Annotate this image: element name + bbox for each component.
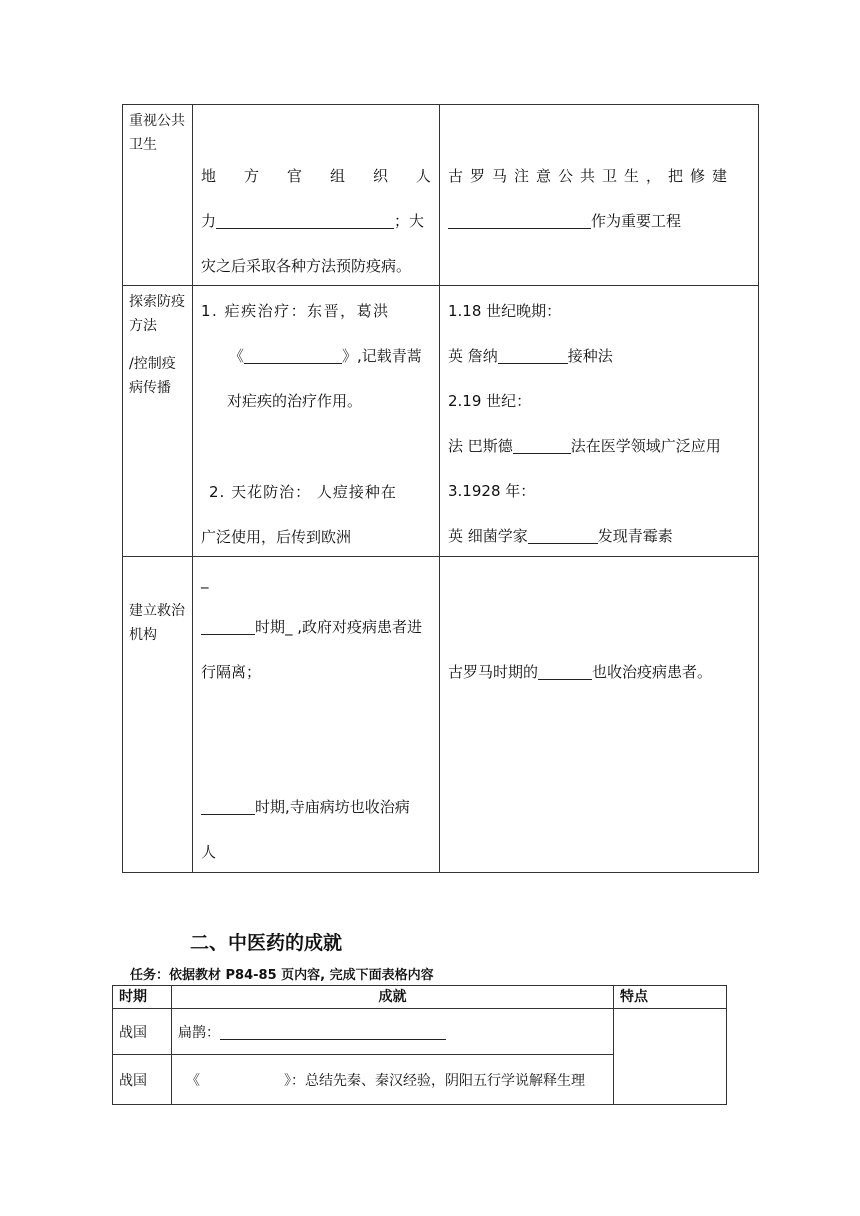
west-line: 英 詹纳 接种法 <box>448 347 613 365</box>
china-line: 《 》,记载青蒿 <box>229 347 422 365</box>
china-line: _ <box>201 571 209 589</box>
china-line: 时期,寺庙病坊也收治病 <box>201 796 431 817</box>
china-line: 行隔离； <box>201 663 262 681</box>
header-achievement: 成就 <box>172 986 614 1009</box>
west-line: 3.1928 年： <box>448 482 536 500</box>
header-period: 时期 <box>113 986 172 1009</box>
char: 方 <box>243 167 259 185</box>
table-row <box>113 1009 727 1055</box>
section-heading: 二、中医药的成就 <box>190 932 343 954</box>
china-line: 灾之后采取各种方法预防疫病。 <box>201 257 412 275</box>
china-line <box>201 165 431 186</box>
row-label-public-health: 重视公共卫生 <box>123 105 193 286</box>
west-line: 古罗马注意公共卫生，把修建 <box>448 167 735 185</box>
china-line: 力 ；大 <box>201 212 425 230</box>
period-cell: 战国 <box>113 1055 172 1105</box>
china-line: 人 <box>201 843 217 861</box>
west-line: 作为重要工程 <box>448 210 750 231</box>
china-prevention-cell <box>193 286 440 557</box>
char: 官 <box>286 167 302 185</box>
period-cell: 战国 <box>113 1009 172 1055</box>
west-line: 古罗马时期的 也收治疫病患者。 <box>448 663 713 681</box>
fill-blank[interactable] <box>513 437 571 454</box>
fill-blank[interactable] <box>220 1023 446 1040</box>
row-label-treatment: 建立救治机构 <box>123 557 193 873</box>
achievement-cell: 扁鹊： <box>172 1009 614 1055</box>
west-public-health-cell <box>440 105 759 286</box>
fill-blank[interactable] <box>201 798 255 815</box>
west-line: 英 细菌学家 发现青霉素 <box>448 527 673 545</box>
header-feature: 特点 <box>614 986 727 1009</box>
char: 组 <box>329 167 345 185</box>
char: 人 <box>415 167 431 185</box>
west-prevention-cell <box>440 286 759 557</box>
achievement-cell: 《 》：总结先秦、秦汉经验，阴阳五行学说解释生理 <box>172 1055 614 1105</box>
fill-blank[interactable] <box>448 212 591 229</box>
west-line: 2.19 世纪： <box>448 392 532 410</box>
china-line: 广泛使用，后传到欧洲 <box>201 528 352 546</box>
china-line: 1. 疟疾治疗：东晋，葛洪 <box>201 302 390 320</box>
west-line: 法 巴斯德 法在医学领域广泛应用 <box>448 437 721 455</box>
fill-blank[interactable] <box>216 212 394 229</box>
fill-blank[interactable] <box>244 347 342 364</box>
fill-blank[interactable] <box>528 527 598 544</box>
fill-blank[interactable] <box>538 663 592 680</box>
china-line: 对疟疾的治疗作用。 <box>227 392 363 410</box>
table-row <box>123 557 759 873</box>
table-header-row <box>113 986 727 1009</box>
task-instruction: 任务：依据教材 P84-85 页内容, 完成下面表格内容 <box>130 968 434 983</box>
tcm-achievements-table <box>112 985 727 1105</box>
west-line: 1.18 世纪晚期： <box>448 302 562 320</box>
row-label-prevention: 探索防疫方法 /控制疫病传播 <box>123 286 193 557</box>
table-row <box>123 105 759 286</box>
china-line: 时期_ ,政府对疫病患者进 <box>201 616 431 637</box>
char: 地 <box>201 167 217 185</box>
fill-blank[interactable] <box>201 618 255 635</box>
epidemic-comparison-table <box>122 104 759 873</box>
china-treatment-cell <box>193 557 440 873</box>
table-row <box>123 286 759 557</box>
west-treatment-cell <box>440 557 759 873</box>
china-line: 2. 天花防治： 人痘接种在 <box>209 483 397 501</box>
char: 织 <box>372 167 388 185</box>
china-public-health-cell <box>193 105 440 286</box>
feature-cell[interactable] <box>614 1009 727 1105</box>
fill-blank[interactable] <box>498 347 568 364</box>
